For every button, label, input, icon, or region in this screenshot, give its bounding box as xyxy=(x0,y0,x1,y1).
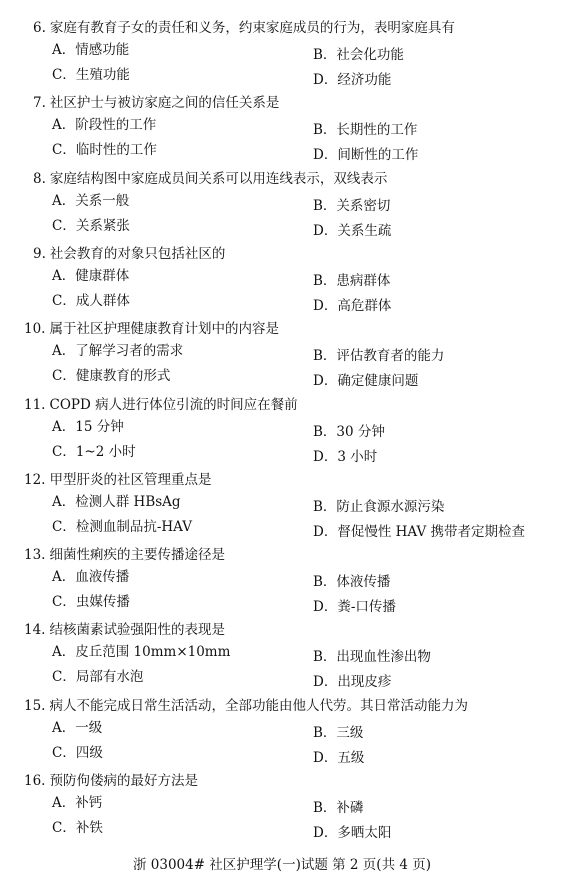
question-number: 12. xyxy=(24,472,46,488)
question-stem xyxy=(33,94,279,112)
option-d: D．确定健康问题 xyxy=(313,373,419,389)
question-number: 10. xyxy=(24,321,46,337)
option-b: B．30 分钟 xyxy=(313,424,385,440)
option-d: D．间断性的工作 xyxy=(313,147,419,163)
option-a: A．检测人群 HBsAg xyxy=(52,494,181,510)
option-a: A．健康群体 xyxy=(52,268,130,284)
option-b: B．三级 xyxy=(313,725,364,741)
option-b: B．社会化功能 xyxy=(313,47,404,63)
option-d: D．出现皮疹 xyxy=(313,674,392,690)
question-stem xyxy=(33,19,455,37)
question-text: COPD 病人进行体位引流的时间应在餐前 xyxy=(49,397,298,413)
option-c: C．健康教育的形式 xyxy=(52,368,171,384)
option-c: C．四级 xyxy=(52,745,103,761)
option-a: A．血液传播 xyxy=(52,569,130,585)
question-stem xyxy=(33,245,225,263)
option-c: C．临时性的工作 xyxy=(52,142,157,158)
option-a: A．了解学习者的需求 xyxy=(52,343,184,359)
question-stem xyxy=(24,396,298,414)
option-b: B．补磷 xyxy=(313,800,364,816)
option-b: B．评估教育者的能力 xyxy=(313,348,445,364)
option-a: A．皮丘范围 10mm×10mm xyxy=(52,644,231,660)
option-d: D．粪-口传播 xyxy=(313,599,396,615)
question-number: 9. xyxy=(33,246,46,262)
option-b: B．体液传播 xyxy=(313,574,391,590)
question-stem xyxy=(24,621,225,639)
option-b: B．出现血性渗出物 xyxy=(313,649,431,665)
question-stem xyxy=(24,772,198,790)
option-c: C．检测血制品抗-HAV xyxy=(52,519,192,535)
option-d: D．督促慢性 HAV 携带者定期检查 xyxy=(313,524,526,540)
question-text: 家庭结构图中家庭成员间关系可以用连线表示，双线表示 xyxy=(49,171,388,187)
option-d: D．关系生疏 xyxy=(313,223,392,239)
question-stem xyxy=(24,471,211,489)
option-c: C．关系紧张 xyxy=(52,218,130,234)
question-stem xyxy=(24,546,225,564)
option-c: C．虫媒传播 xyxy=(52,594,130,610)
question-number: 11. xyxy=(24,397,46,413)
option-b: B．长期性的工作 xyxy=(313,122,418,138)
question-text: 属于社区护理健康教育计划中的内容是 xyxy=(49,321,279,337)
option-c: C．成人群体 xyxy=(52,293,130,309)
question-text: 预防佝偻病的最好方法是 xyxy=(49,773,198,789)
option-d: D．高危群体 xyxy=(313,298,392,314)
question-number: 8. xyxy=(33,171,46,187)
option-a: A．一级 xyxy=(52,720,103,736)
option-c: C．局部有水泡 xyxy=(52,669,144,685)
option-a: A．情感功能 xyxy=(52,42,130,58)
option-b: B．防止食源水源污染 xyxy=(313,499,445,515)
question-text: 病人不能完成日常生活活动，全部功能由他人代劳。其日常活动能力为 xyxy=(49,698,468,714)
question-text: 社区护士与被访家庭之间的信任关系是 xyxy=(49,95,280,111)
option-d: D．多晒太阳 xyxy=(313,825,392,841)
question-text: 家庭有教育子女的责任和义务，约束家庭成员的行为，表明家庭具有 xyxy=(49,20,455,36)
page-footer: 浙 03004# 社区护理学(一)试题 第 2 页(共 4 页) xyxy=(132,857,432,873)
question-text: 甲型肝炎的社区管理重点是 xyxy=(49,472,212,488)
question-number: 16. xyxy=(24,773,46,789)
option-a: A．阶段性的工作 xyxy=(52,117,157,133)
option-a: A．15 分钟 xyxy=(52,419,124,435)
question-text: 结核菌素试验强阳性的表现是 xyxy=(49,622,225,638)
option-b: B．关系密切 xyxy=(313,198,391,214)
option-b: B．患病群体 xyxy=(313,273,391,289)
option-c: C．生殖功能 xyxy=(52,67,130,83)
question-stem xyxy=(33,170,387,188)
question-number: 13. xyxy=(24,547,46,563)
option-a: A．补钙 xyxy=(52,795,103,811)
question-number: 7. xyxy=(33,95,46,111)
question-number: 6. xyxy=(33,20,46,36)
option-c: C．1~2 小时 xyxy=(52,444,136,460)
question-stem xyxy=(24,697,468,715)
option-d: D．经济功能 xyxy=(313,72,392,88)
question-text: 细菌性痢疾的主要传播途径是 xyxy=(49,547,225,563)
question-number: 14. xyxy=(24,622,46,638)
question-number: 15. xyxy=(24,698,46,714)
option-a: A．关系一般 xyxy=(52,193,130,209)
question-stem xyxy=(24,320,279,338)
question-text: 社会教育的对象只包括社区的 xyxy=(49,246,226,262)
option-d: D．3 小时 xyxy=(313,449,378,465)
option-d: D．五级 xyxy=(313,750,365,766)
option-c: C．补铁 xyxy=(52,820,103,836)
